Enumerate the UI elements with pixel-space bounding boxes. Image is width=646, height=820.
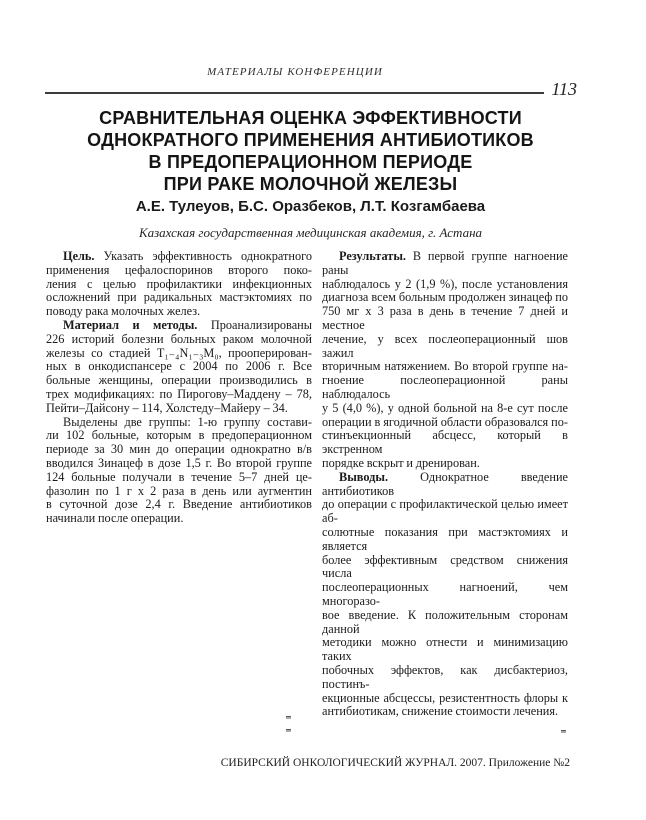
text-line: осложнений при радикальных мастэктомиях по [46,290,312,305]
text-line: Результаты. В первой группе нагноение раны [322,249,569,277]
text-line: до операции с профилактической целью имеет аб- [322,497,568,526]
text-line: Выводы. Однократное введение антибиотиков [322,469,569,498]
text-line: ных в онкодиспансере с 2004 по 2006 г. Все [46,359,312,374]
text-line: поводу рака молочных желез. [46,304,201,319]
text-line: вторичным натяжением. Во второй группе на- [322,359,568,374]
text-line: 124 больные получали в течение 5–7 дней це- [46,469,312,484]
text-line: Выделены две группы: 1-ю группу состави- [63,414,312,429]
paragraph [46,416,312,526]
text-line: диагноза всем больным продолжен зинацеф по [322,290,568,305]
text-line: вводился Зинацеф в дозе 1,5 г. Во второй группе [46,455,312,470]
running-header: МАТЕРИАЛЫ КОНФЕРЕНЦИИ [207,66,383,78]
text-line: железы со стадией T₁₋₄N₁₋₃M₀, прооперирован- [46,345,312,360]
text-line: применения цефалоспоринов второго поко- [46,262,312,277]
text-line: ления с целью профилактики инфекционных [46,276,312,291]
text-line: периоде за 30 мин до операции однократно в/в [46,442,312,457]
title-line: ПРИ РАКЕ МОЛОЧНОЙ ЖЕЛЕЗЫ [163,174,458,194]
text-line: антибиотикам, снижение стоимости лечения. [322,704,559,719]
text-line: наблюдалось у 2 (1,9 %), после установления [322,276,568,291]
text-line: Материал и методы. Проанализированы [63,317,312,332]
text-line: гноение послеоперационной раны наблюдалось [322,373,568,401]
paragraph-lead: Цель. [63,249,104,263]
text-line: лечение, у всех послеоперационный шов зажил [322,331,568,360]
page-number: 113 [551,79,577,99]
text-line: начинали после операции. [46,511,184,526]
paragraph [46,319,312,416]
paragraph [46,250,312,319]
text-column-left [46,250,312,526]
text-line: побочных эффектов, как дисбактериоз, постинъ- [322,662,568,691]
paragraph [322,250,568,471]
text-line: солютные показания при мастэктомиях и является [322,524,568,553]
paragraph [322,471,568,719]
article-title [45,107,576,195]
text-line: Цель. Указать эффективность однократного [63,249,312,263]
text-line: в суточной дозе 2,4 г. Введение антибиотиков [46,497,312,512]
paragraph-lead: Результаты. [339,249,413,263]
text-line: Пейти–Дайсону – 114, Холстеду–Майеру – 34. [46,400,288,415]
text-column-right [322,250,568,719]
text-line: трех модификациях: по Пирогову–Маддену – 78, [46,386,312,401]
text-line: у 5 (4,0 %), у одной больной на 8-е сут после [322,400,568,415]
paragraph-lead: Выводы. [339,469,421,484]
title-line: ОДНОКРАТНОГО ПРИМЕНЕНИЯ АНТИБИОТИКОВ [87,130,534,150]
header-rule [45,92,544,94]
text-line: методики можно отнести и минимизацию таких [322,635,568,664]
paragraph-lead: Материал и методы. [63,317,211,332]
text-line: вое введение. К положительным сторонам данной [322,607,568,636]
text-line: послеоперационных нагноений, чем многоразо- [322,580,568,608]
scan-artifact-mark [561,730,566,733]
scan-artifact-mark [286,729,291,732]
text-line: операции в ягодичной области образовался по- [322,414,568,429]
text-line: больные женщины, операции производились в [46,373,312,388]
text-line: 750 мг х 3 раза в день в течение 7 дней и местное [322,304,568,332]
text-line: 226 историй болезни больных раком молочной [46,331,312,346]
scan-artifact-mark [286,716,291,719]
title-line: СРАВНИТЕЛЬНАЯ ОЦЕНКА ЭФФЕКТИВНОСТИ [99,108,522,128]
text-line: стинъекционный абсцесс, который в экстренном [322,428,568,457]
title-line: В ПРЕДОПЕРАЦИОННОМ ПЕРИОДЕ [148,152,473,172]
article-affiliation: Казахская государственная медицинская академия, г. Астана [138,225,483,240]
text-line: фазолин по 1 г х 2 раза в день или аугментин [46,483,312,498]
text-line: более эффективным средством снижения числа [322,552,568,581]
text-line: ли 102 больные, которым в предоперационном [46,428,312,443]
article-authors: А.Е. Тулеуов, Б.С. Оразбеков, Л.Т. Козгамбаева [135,198,486,215]
text-line: екционные абсцессы, резистентность флоры к [322,690,568,705]
text-line: порядке вскрыт и дренирован. [322,455,480,470]
journal-footer: СИБИРСКИЙ ОНКОЛОГИЧЕСКИЙ ЖУРНАЛ. 2007. Приложение №2 [220,757,570,769]
